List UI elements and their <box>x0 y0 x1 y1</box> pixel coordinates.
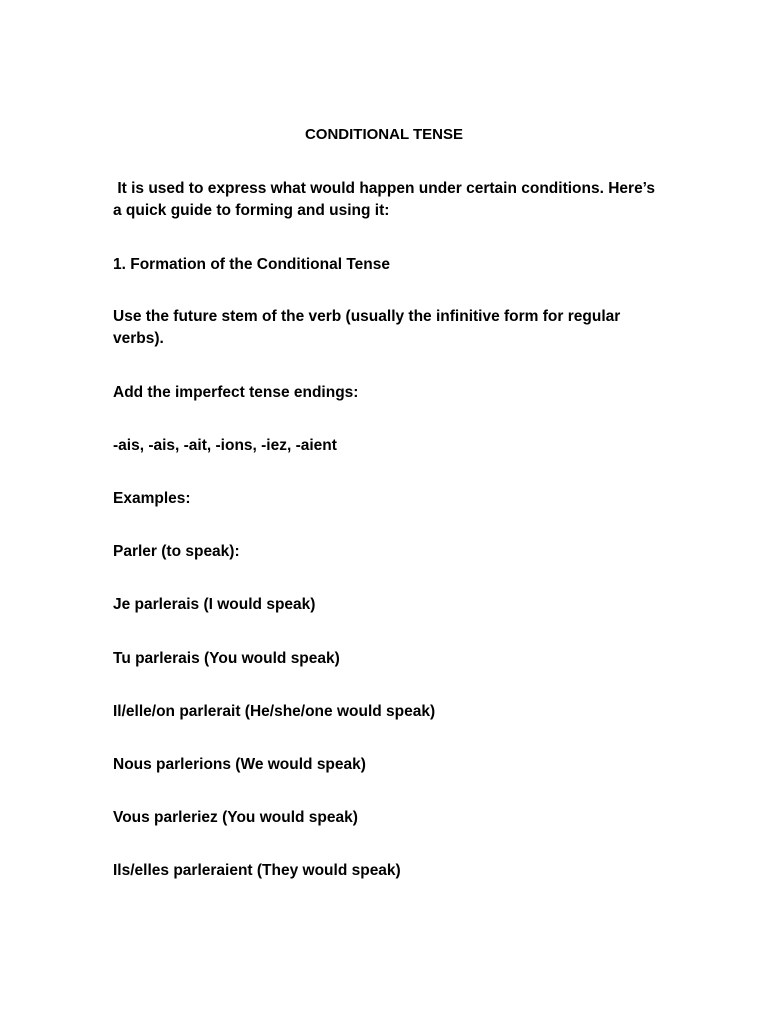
conjugation-line: Il/elle/on parlerait (He/she/one would speak) <box>113 703 436 720</box>
conjugation-line: Tu parlerais (You would speak) <box>113 650 340 667</box>
conjugation-line: Nous parlerions (We would speak) <box>113 756 366 773</box>
intro-paragraph: It is used to express what would happen under certain conditions. Here’s a quick guide to forming and using it: <box>113 180 660 219</box>
conjugation-line: Je parlerais (I would speak) <box>113 596 316 613</box>
examples-label: Examples: <box>113 490 191 507</box>
section-heading: 1. Formation of the Conditional Tense <box>113 256 390 273</box>
endings-intro: Add the imperfect tense endings: <box>113 384 359 401</box>
stem-rule-paragraph: Use the future stem of the verb (usually the infinitive form for regular verbs). <box>113 308 625 347</box>
endings-list: -ais, -ais, -ait, -ions, -iez, -aient <box>113 437 337 454</box>
verb-heading: Parler (to speak): <box>113 543 240 560</box>
conjugation-line: Ils/elles parleraient (They would speak) <box>113 862 401 879</box>
page-title: CONDITIONAL TENSE <box>304 126 464 143</box>
conjugation-line: Vous parleriez (You would speak) <box>113 809 358 826</box>
